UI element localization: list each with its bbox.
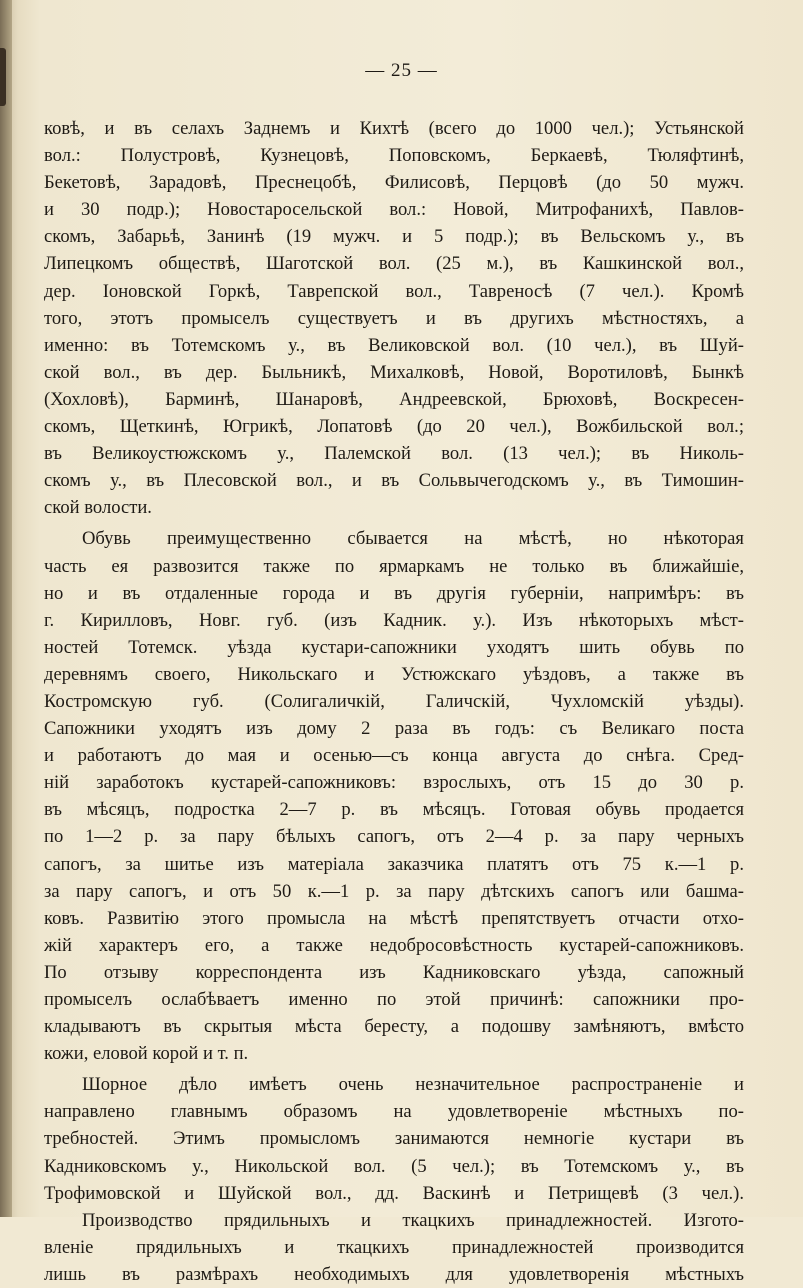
text-line: вленіе прядильныхъ и ткацкихъ принадлежностей производится (44, 1236, 744, 1258)
text-line: по 1—2 р. за пару бѣлыхъ сапогъ, отъ 2—4 р. за пару черныхъ (44, 826, 744, 848)
text-line: въ Великоустюжскомъ у., Палемской вол. (13 чел.); въ Николь- (44, 443, 744, 465)
body-text (44, 115, 744, 1288)
text-line: направлено главнымъ образомъ на удовлетвореніе мѣстныхъ по- (44, 1101, 744, 1123)
text-line: сапогъ, за шитье изъ матеріала заказчика платятъ отъ 75 к.—1 р. (44, 853, 744, 875)
text-line: Бекетовѣ, Зарадовѣ, Преснецобѣ, Филисовѣ, Перцовѣ (до 50 мужч. (44, 172, 744, 194)
text-line: вол.: Полустровѣ, Кузнецовѣ, Поповскомъ, Беркаевѣ, Тюляфтинѣ, (44, 145, 744, 167)
page-number: — 25 — (365, 60, 438, 81)
text-line: скомъ у., въ Плесовской вол., и въ Сольвычегодскомъ у., въ Тимошин- (44, 470, 744, 492)
text-line: за пару сапогъ, и отъ 50 к.—1 р. за пару дѣтскихъ сапогъ или башма- (44, 880, 744, 902)
text-line: того, этотъ промыселъ существуетъ и въ другихъ мѣстностяхъ, а (44, 307, 744, 329)
text-line: ній заработокъ кустарей-сапожниковъ: взрослыхъ, отъ 15 до 30 р. (44, 772, 744, 794)
text-line: скомъ, Щеткинѣ, Югрикѣ, Лопатовѣ (до 20 чел.), Вожбильской вол.; (44, 416, 744, 438)
text-line: ностей Тотемск. уѣзда кустари-сапожники уходятъ шить обувь по (44, 636, 744, 658)
text-line: въ мѣсяцъ, подростка 2—7 р. въ мѣсяцъ. Готовая обувь продается (44, 799, 744, 821)
text-line: деревнямъ своего, Никольскаго и Устюжскаго уѣздовъ, а также въ (44, 663, 744, 685)
text-line: Костромскую губ. (Солигаличкій, Галичскій, Чухломскій уѣзды). (44, 690, 744, 712)
text-line: (Хохловѣ), Барминѣ, Шанаровѣ, Андреевской, Брюховѣ, Воскресен- (44, 388, 744, 410)
text-line: требностей. Этимъ промысломъ занимаются немногіе кустари въ (44, 1128, 744, 1150)
paragraph-start: Производство прядильныхъ и ткацкихъ принадлежностей. Изгото- (82, 1209, 744, 1231)
text-line: ской волости. (44, 497, 152, 519)
text-line: Липецкомъ обществѣ, Шаготской вол. (25 м.), въ Кашкинской вол., (44, 253, 744, 275)
text-line: Трофимовской и Шуйской вол., дд. Васкинѣ и Петрищевѣ (3 чел.). (44, 1182, 744, 1204)
text-line: и работаютъ до мая и осенью—съ конца августа до снѣга. Сред- (44, 745, 744, 767)
text-line: ковъ. Развитію этого промысла на мѣстѣ препятствуетъ отчасти отхо- (44, 907, 744, 929)
text-line: г. Кирилловъ, Новг. губ. (изъ Кадник. у.). Изъ нѣкоторыхъ мѣст- (44, 609, 744, 631)
text-line: Кадниковскомъ у., Никольской вол. (5 чел.); въ Тотемскомъ у., въ (44, 1155, 744, 1177)
text-line: ковѣ, и въ селахъ Заднемъ и Кихтѣ (всего до 1000 чел.); Устьянской (44, 118, 744, 139)
text-line: но и въ отдаленные города и въ другія губерніи, напримѣръ: въ (44, 582, 744, 604)
paragraph-start: Обувь преимущественно сбывается на мѣстѣ, но нѣкоторая (82, 528, 744, 550)
text-line: промыселъ ослабѣваетъ именно по этой причинѣ: сапожники про- (44, 989, 744, 1010)
book-spine (0, 0, 12, 1217)
text-line: кожи, еловой корой и т. п. (44, 1043, 249, 1065)
text-line: именно: въ Тотемскомъ у., въ Великовской вол. (10 чел.), въ Шуй- (44, 334, 744, 356)
text-line: скомъ, Забарьѣ, Занинѣ (19 мужч. и 5 подр.); въ Вельскомъ у., въ (44, 226, 744, 248)
paragraph-start: Шорное дѣло имѣетъ очень незначительное распространеніе и (82, 1074, 744, 1096)
text-line: дер. Іоновской Горкѣ, Таврепской вол., Тавреносѣ (7 чел.). Кромѣ (44, 280, 744, 302)
text-line: кладываютъ въ скрытыя мѣста бересту, а подошву замѣняютъ, вмѣсто (44, 1016, 744, 1038)
text-line: жій характеръ его, а также недобросовѣстность кустарей-сапожниковъ. (44, 934, 744, 956)
text-line: и 30 подр.); Новостаросельской вол.: Новой, Митрофанихѣ, Павлов- (44, 199, 744, 221)
text-line: Сапожники уходятъ изъ дому 2 раза въ годъ: съ Великаго поста (44, 718, 744, 740)
text-line: По отзыву корреспондента изъ Кадниковскаго уѣзда, сапожный (44, 961, 744, 983)
text-line: часть ея развозится также по ярмаркамъ не только въ ближайшіе, (44, 555, 744, 577)
text-line: лишь въ размѣрахъ необходимыхъ для удовлетворенія мѣстныхъ (44, 1263, 744, 1285)
text-line: ской вол., въ дер. Быльникѣ, Михалковѣ, Новой, Воротиловѣ, Бынкѣ (44, 361, 744, 383)
